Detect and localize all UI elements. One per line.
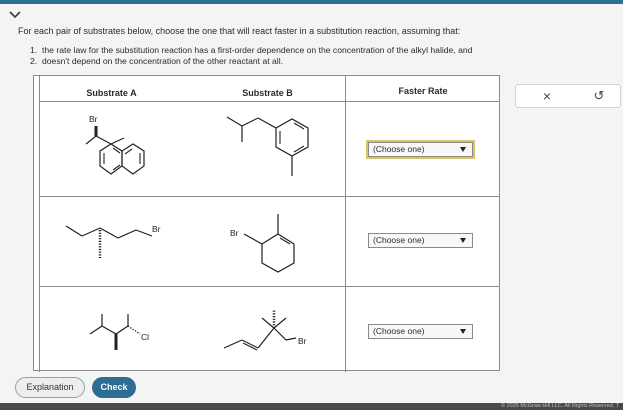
molecule-b1	[224, 114, 334, 194]
header-substrate-a: Substrate A	[86, 88, 137, 98]
explanation-button[interactable]: Explanation	[15, 377, 85, 398]
svg-text:Br: Br	[298, 336, 307, 346]
molecule-a1	[84, 114, 164, 184]
molecule-b2	[230, 208, 310, 283]
chevron-down-icon	[4, 6, 26, 24]
row-divider	[39, 286, 500, 287]
row-divider	[39, 101, 500, 102]
check-button[interactable]: Check	[92, 377, 136, 398]
row-divider	[39, 196, 500, 197]
condition-item: 1. the rate law for the substitution reaction has a first-order dependence on the concentration of the alkyl halide, and	[30, 45, 473, 55]
undo-icon: ↺	[593, 88, 605, 103]
column-divider	[345, 76, 346, 372]
collapse-chevron-button[interactable]	[4, 6, 26, 24]
conditions-list	[30, 45, 610, 66]
faster-rate-select[interactable]: (Choose one)	[368, 142, 473, 157]
substrate-table	[33, 75, 500, 371]
svg-text:Br: Br	[230, 228, 239, 238]
faster-rate-select[interactable]: (Choose one)	[368, 233, 473, 248]
undo-button[interactable]	[582, 88, 616, 104]
copyright-text: © 2025 McGraw Hill LLC. All Rights Reserved. T	[501, 403, 619, 409]
svg-text:Br: Br	[152, 224, 161, 234]
footer-bar	[0, 403, 623, 410]
svg-text:Br: Br	[89, 114, 98, 124]
molecule-a3	[88, 304, 178, 364]
condition-item: 2. doesn't depend on the concentration of the other reactant at all.	[30, 55, 284, 66]
faster-rate-select[interactable]: (Choose one)	[368, 324, 473, 339]
dropdown-arrow-icon	[460, 329, 466, 334]
svg-text:Cl: Cl	[141, 332, 150, 342]
answer-tools-panel	[515, 84, 621, 108]
close-icon: ×	[542, 88, 552, 104]
molecule-a2	[62, 216, 182, 276]
molecule-b3	[222, 304, 332, 364]
question-prompt: For each pair of substrates below, choose the one that will react faster in a substitution reaction, assuming that:	[18, 26, 461, 36]
dropdown-arrow-icon	[460, 147, 466, 152]
column-divider	[39, 76, 40, 372]
dropdown-arrow-icon	[460, 238, 466, 243]
header-faster-rate: Faster Rate	[398, 86, 448, 96]
clear-button[interactable]	[530, 88, 564, 104]
top-accent-bar	[0, 0, 623, 4]
header-substrate-b: Substrate B	[242, 88, 293, 98]
